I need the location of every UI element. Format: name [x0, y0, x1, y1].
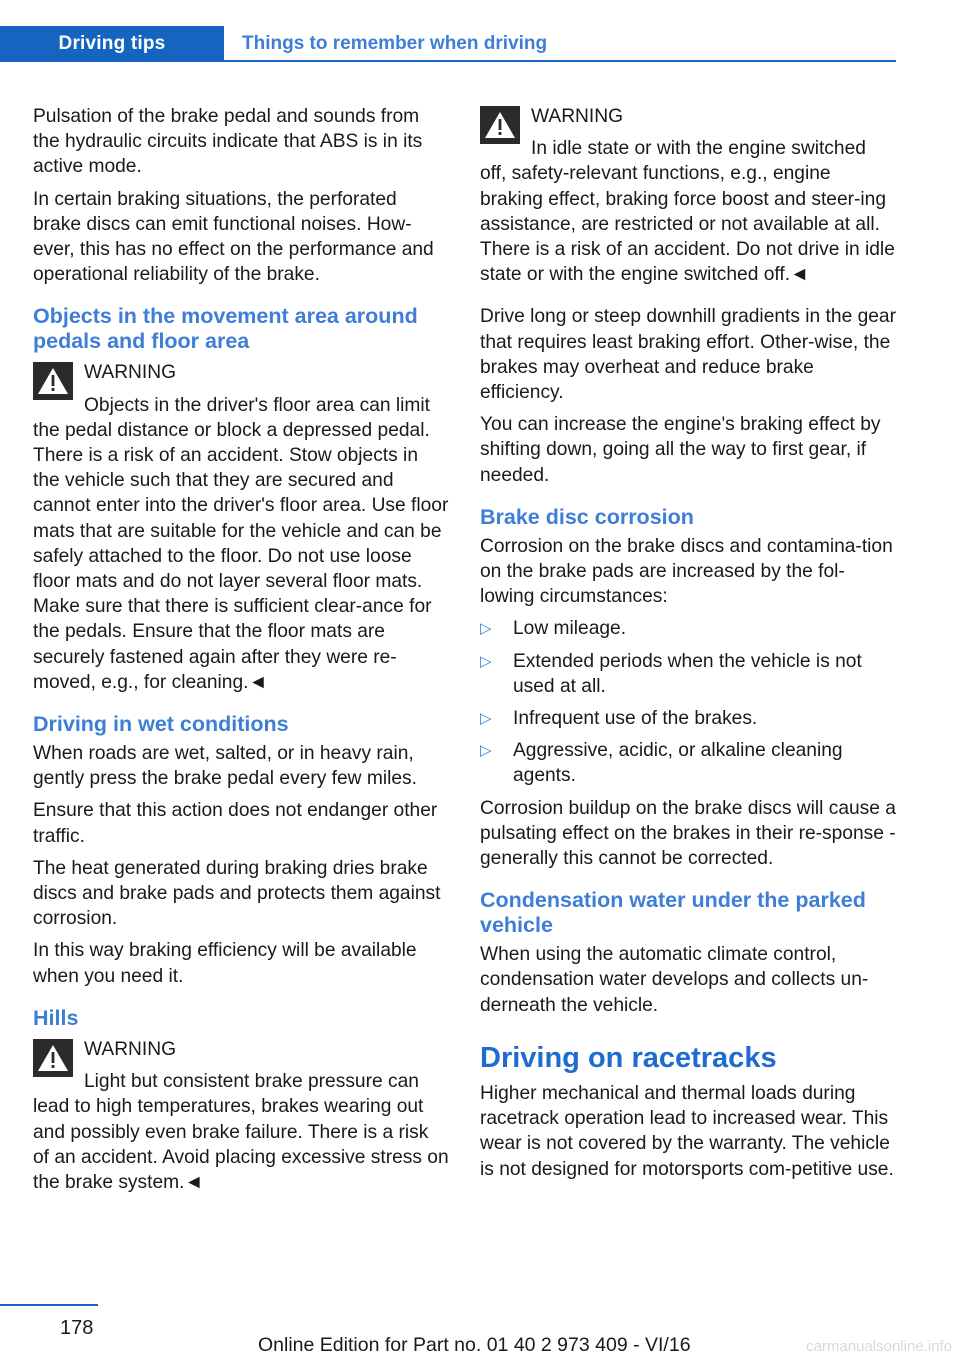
paragraph: Ensure that this action does not endanger other traffic.: [33, 800, 438, 847]
warning-text: Light but consistent brake pressure can lead to high temperatures, brakes wearing out and possibly even brake failure. There is a risk of an accident. Avoid placing excessive stress on the brake system.◄: [33, 1071, 449, 1193]
heading-condensation-water: Condensation water under the parked vehicle: [480, 888, 866, 938]
list-item: ▷ Extended periods when the vehicle is not used at all.: [480, 650, 862, 697]
warning-text: Objects in the driver's floor area can limit the pedal distance or block a depressed pedal. There is a risk of an accident. Stow objects in the vehicle such that they are secured and cannot enter into the driver's floor area. Use floor mats that are suitable for the vehicle and can be safely attached to the floor. Do not use loose floor mats and do not layer several floor mats. Make sure that there is sufficient clear‐ance for the pedals. Ensure that the floor mats are securely fastened again after they were re‐moved, e.g., for cleaning.◄: [33, 394, 449, 693]
paragraph: You can increase the engine's braking effect by shifting down, going all the way to first gear, if needed.: [480, 414, 881, 486]
left-column: [33, 104, 449, 1212]
paragraph: Corrosion buildup on the brake discs will cause a pulsating effect on the brakes in their re‐sponse - generally this cannot be corrected.: [480, 797, 896, 870]
warning-triangle-icon: [33, 1039, 73, 1077]
paragraph: The heat generated during braking dries brake discs and brake pads and protects them against corrosion.: [33, 857, 441, 930]
paragraph: In this way braking efficiency will be available when you need it.: [33, 940, 417, 987]
warning-text: In idle state or with the engine switched off, safety-relevant functions, e.g., engine braking effect, braking force boost and steer‐ing assistance, are restricted or not available at all. There is a risk of an accident. Do not drive in idle state or with the engine switched off.◄: [480, 138, 895, 286]
list-item: ▷ Aggressive, acidic, or alkaline cleaning agents.: [480, 740, 843, 787]
heading-hills: Hills: [33, 1005, 79, 1030]
triangle-bullet-icon: ▷: [480, 652, 492, 670]
paragraph: Pulsation of the brake pedal and sounds from the hydraulic circuits indicate that ABS is in its active mode.: [33, 106, 423, 178]
list-item: ▷ Low mileage.: [480, 616, 896, 641]
warning-label: WARNING: [84, 362, 177, 384]
page-header: [0, 26, 896, 62]
list-item: ▷ Infrequent use of the brakes.: [480, 706, 896, 731]
right-column: [480, 104, 896, 1189]
paragraph: When using the automatic climate control, condensation water develops and collects un‐derneath the vehicle.: [480, 944, 869, 1016]
watermark: carmanualsonline.info: [806, 1338, 952, 1355]
warning-label: WARNING: [531, 106, 624, 127]
warning-block: [480, 104, 896, 287]
triangle-bullet-icon: ▷: [480, 742, 492, 760]
header-rule: [224, 60, 896, 62]
edition-note: Online Edition for Part no. 01 40 2 973 409 - VI/16: [258, 1334, 691, 1356]
heading-brake-disc-corrosion: Brake disc corrosion: [480, 504, 694, 529]
paragraph: When roads are wet, salted, or in heavy rain, gently press the brake pedal every few miles.: [33, 743, 417, 790]
paragraph: Corrosion on the brake discs and contamina‐tion on the brake pads are increased by the fol‐lowing circumstances:: [480, 535, 893, 608]
circumstances-list: [480, 616, 896, 788]
page-number: 178: [60, 1317, 94, 1339]
warning-label: WARNING: [84, 1038, 177, 1060]
warning-block: [33, 1037, 449, 1195]
heading-driving-on-racetracks: Driving on racetracks: [480, 1041, 777, 1074]
triangle-bullet-icon: ▷: [480, 620, 492, 638]
footer-rule: [0, 1304, 98, 1306]
paragraph: Higher mechanical and thermal loads during racetrack operation lead to increased wear. This wear is not covered by the warranty. The vehicle is not designed for motorsports com‐petitive use.: [480, 1082, 894, 1180]
warning-triangle-icon: [480, 106, 520, 144]
triangle-bullet-icon: ▷: [480, 710, 492, 728]
warning-block: [33, 360, 449, 695]
heading-objects-floor-area: Objects in the movement area around pedals and floor area: [33, 304, 418, 354]
chapter-tab-things-to-remember: Things to remember when driving: [242, 33, 548, 54]
section-tab-driving-tips: Driving tips: [0, 26, 224, 62]
paragraph: In certain braking situations, the perforated brake discs can emit functional noises. How‐ever, this has no effect on the performance and operational reliability of the brake.: [33, 188, 434, 286]
warning-triangle-icon: [33, 362, 73, 400]
heading-wet-conditions: Driving in wet conditions: [33, 712, 289, 737]
paragraph: Drive long or steep downhill gradients in the gear that requires least braking effort. Other‐wise, the brakes may overheat and reduce brake efficiency.: [480, 306, 896, 404]
